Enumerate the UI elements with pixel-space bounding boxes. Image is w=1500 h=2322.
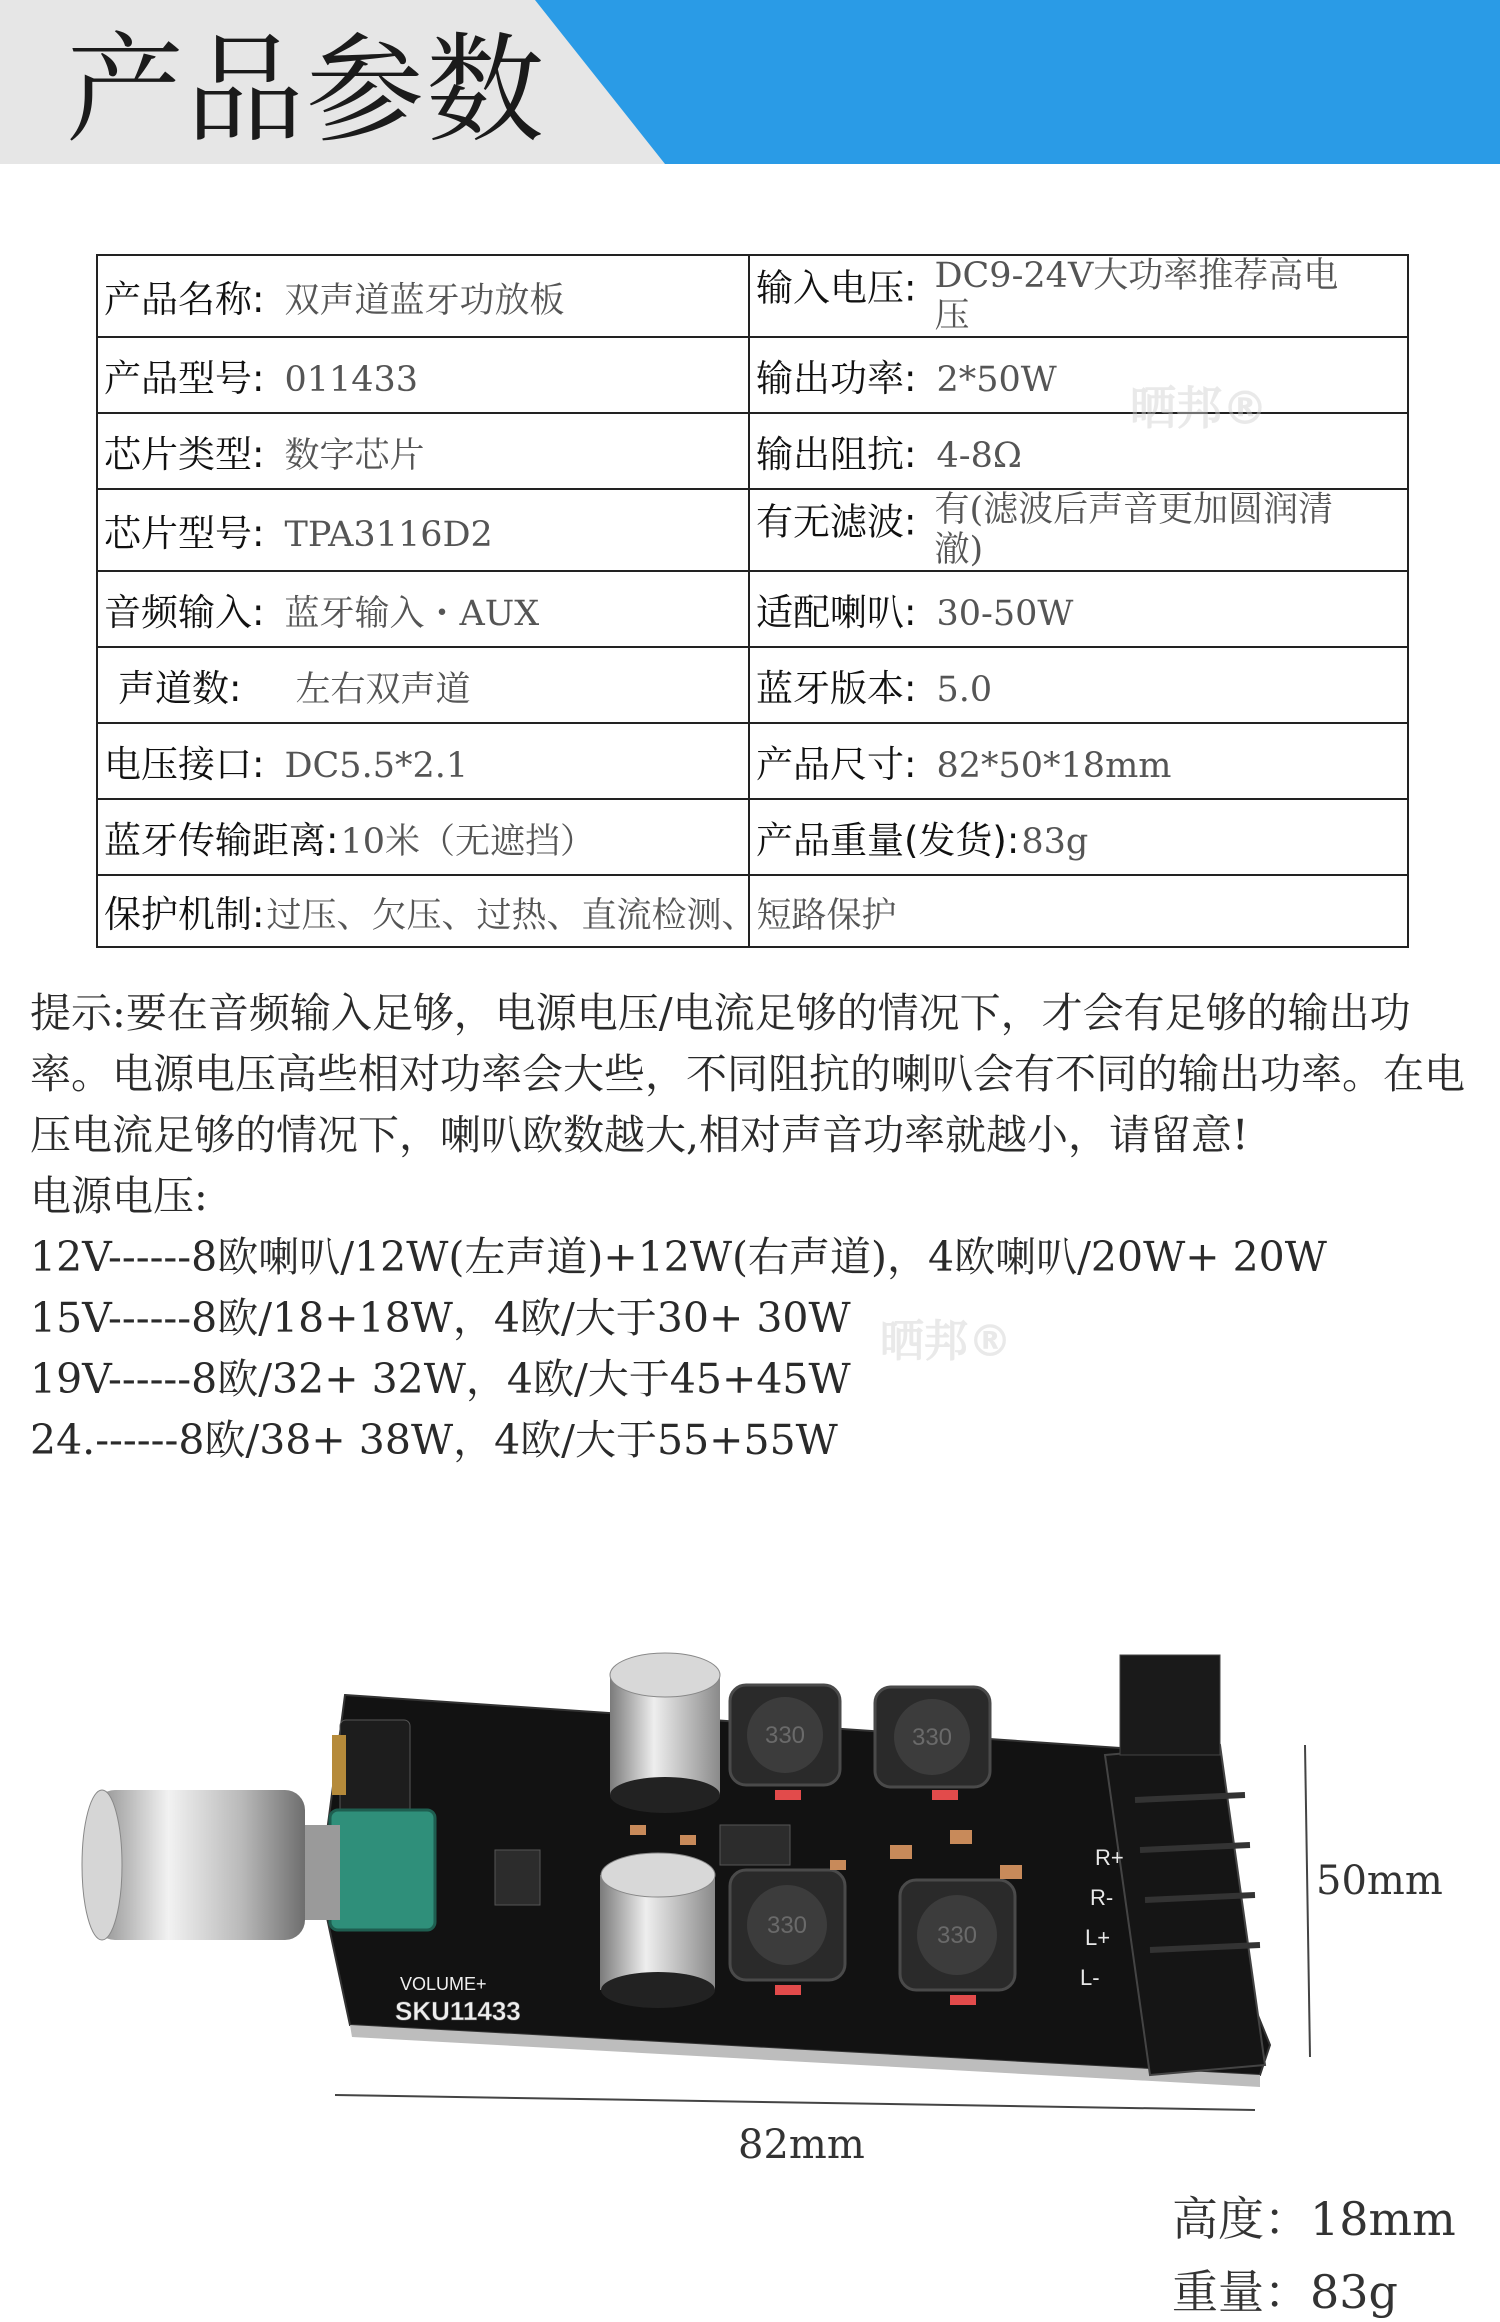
spec-row	[97, 571, 1408, 647]
spec-value: 83g	[1021, 822, 1089, 862]
spec-cell	[97, 723, 749, 799]
capacitor-top	[610, 1653, 720, 1813]
spec-cell	[97, 571, 749, 647]
spec-cell	[749, 571, 1408, 647]
spec-value: 5.0	[936, 670, 993, 710]
spec-cell	[97, 337, 749, 413]
spec-cell	[97, 413, 749, 489]
spec-value: 数字芯片	[284, 436, 425, 476]
voltage-line: 15V------8欧/18+18W，4欧/大于30+ 30W	[30, 1294, 851, 1342]
spec-value: 蓝牙输入・AUX	[284, 594, 540, 634]
tip-text: 提示:要在音频输入足够，电源电压/电流足够的情况下，才会有足够的输出功率。电源电压高些相对功率会大些，不同阻抗的喇叭会有不同的输出功率。在电压电流足够的情况下，喇叭欧数越大,相对声音功率就越小，请留意!	[30, 989, 1465, 1159]
height-dimension-label: 50mm	[1316, 1858, 1443, 1904]
spec-key: 蓝牙版本:	[756, 667, 917, 710]
page-title: 产品参数	[66, 21, 547, 159]
spec-cell	[749, 337, 1408, 413]
watermark: 晒邦®	[1130, 381, 1268, 435]
spec-value: 有(滤波后声音更加圆润清澈)	[934, 490, 1334, 570]
spec-key: 芯片型号:	[104, 512, 265, 555]
spec-value: DC5.5*2.1	[284, 746, 469, 786]
amplifier-board-illustration	[70, 1625, 1370, 2185]
bluetooth-chip	[495, 1850, 540, 1905]
potentiometer	[330, 1810, 435, 1930]
spec-key: 音频输入:	[104, 591, 265, 634]
terminal-label: L+	[1085, 1925, 1111, 1950]
spec-cell	[97, 489, 749, 571]
spec-value: 过压、欠压、过热、直流检测、短路保护	[266, 896, 897, 936]
watermark: 晒邦®	[880, 1316, 1012, 1367]
spec-key: 适配喇叭:	[756, 591, 917, 634]
spec-cell	[749, 799, 1408, 875]
terminal-label: R+	[1095, 1845, 1124, 1870]
spec-value: 30-50W	[936, 594, 1074, 634]
height-spec: 高度：18mm	[1172, 2192, 1456, 2246]
terminal-label: R-	[1090, 1885, 1114, 1910]
spec-value: DC9-24V大功率推荐高电压	[934, 256, 1339, 336]
spec-value: 左右双声道	[295, 670, 471, 710]
spec-cell	[749, 255, 1408, 337]
spec-cell	[749, 413, 1408, 489]
spec-table	[96, 254, 1409, 948]
spec-value: 10米（无遮挡）	[340, 822, 596, 862]
inductor-marking: 330	[764, 1722, 806, 1749]
voltage-line: 24.------8欧/38+ 38W，4欧/大于55+55W	[30, 1416, 838, 1464]
voltage-line: 19V------8欧/32+ 32W，4欧/大于45+45W	[30, 1355, 851, 1403]
board-silkscreen: SKU11433	[395, 1996, 521, 2026]
volume-knob-icon	[82, 1790, 305, 1940]
spec-key: 声道数:	[118, 667, 242, 710]
amplifier-chip	[720, 1825, 790, 1865]
spec-row	[97, 723, 1408, 799]
inductor-marking: 330	[936, 1922, 978, 1949]
notes-section	[30, 983, 1480, 1471]
spec-key: 输出功率:	[756, 357, 917, 400]
spec-key: 蓝牙传输距离:	[104, 819, 339, 862]
spec-row	[97, 799, 1408, 875]
spec-cell	[97, 255, 749, 337]
inductor-marking: 330	[911, 1724, 953, 1751]
spec-cell	[749, 489, 1408, 571]
spec-value: 82*50*18mm	[936, 746, 1172, 786]
spec-key: 保护机制:	[104, 893, 265, 936]
spec-value: 011433	[284, 360, 419, 400]
product-image	[70, 1625, 1370, 2185]
inductor-marking: 330	[766, 1912, 808, 1939]
spec-row	[97, 255, 1408, 337]
spec-key: 产品名称:	[104, 278, 265, 321]
spec-value: 2*50W	[936, 360, 1057, 400]
spec-key: 产品型号:	[104, 357, 265, 400]
spec-key: 芯片类型:	[104, 433, 265, 476]
capacitor-bottom	[600, 1853, 715, 2008]
spec-key: 有无滤波:	[756, 500, 917, 544]
width-dimension-line	[335, 2095, 1255, 2110]
power-title: 电源电压:	[30, 1172, 208, 1220]
spec-value: 4-8Ω	[936, 436, 1022, 476]
spec-key: 产品重量(发货):	[756, 819, 1020, 862]
width-dimension-label: 82mm	[738, 2122, 865, 2168]
spec-cell	[749, 723, 1408, 799]
spec-key: 输入电压:	[756, 266, 917, 310]
height-dimension-line	[1305, 1745, 1310, 2057]
spec-row	[97, 647, 1408, 723]
spec-cell	[749, 647, 1408, 723]
spec-value: TPA3116D2	[284, 515, 493, 555]
spec-cell	[97, 647, 749, 723]
column-divider	[748, 876, 750, 946]
spec-row	[97, 489, 1408, 571]
spec-cell	[97, 875, 1408, 947]
spec-key: 产品尺寸:	[756, 743, 917, 786]
spec-value: 双声道蓝牙功放板	[284, 281, 565, 321]
spec-cell	[97, 799, 749, 875]
audio-jack	[340, 1720, 410, 1815]
spec-key: 输出阻抗:	[756, 433, 917, 476]
volume-label: VOLUME+	[400, 1974, 487, 1994]
weight-spec: 重量：83g	[1172, 2265, 1398, 2319]
terminal-label: L-	[1080, 1965, 1100, 1990]
voltage-line: 12V------8欧喇叭/12W(左声道)+12W(右声道)，4欧喇叭/20W+ 20W	[30, 1233, 1327, 1281]
spec-key: 电压接口:	[104, 743, 265, 786]
spec-row	[97, 875, 1408, 947]
